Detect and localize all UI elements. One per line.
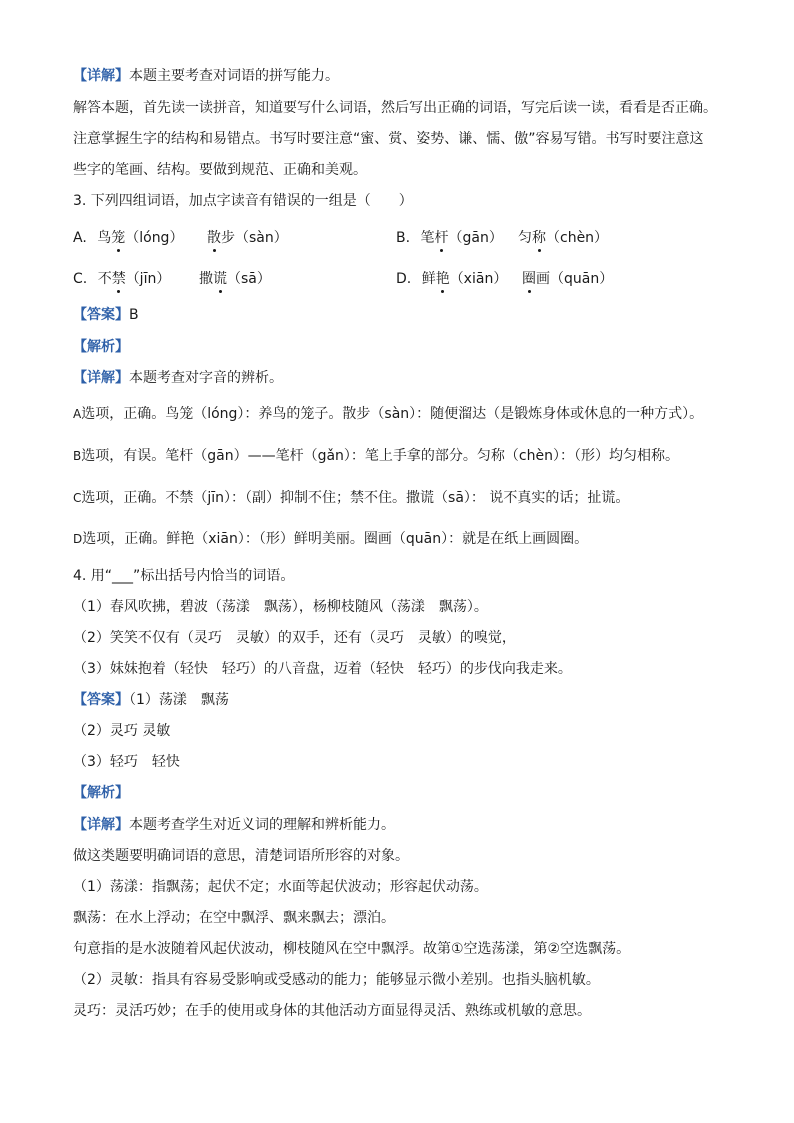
dotted-char: 散: [207, 230, 221, 246]
dotted-char: 艳: [435, 271, 450, 287]
detail-tag: 【详解】: [73, 370, 129, 386]
q4-item-3: （3）妹妹抱着（轻快 轻巧）的八音盘，迈着（轻快 轻巧）的步伐向我走来。: [73, 661, 572, 677]
q3-detail: 【详解】本题考查对字音的辨析。: [73, 370, 283, 386]
q3-option-b-explanation: B选项，有误。笔杆（gān）——笔杆（gǎn）：笔上手拿的部分。匀称（chèn）：（形）均匀相称。: [73, 448, 679, 464]
q3-analysis: [73, 337, 734, 357]
dotted-char: 笼: [111, 230, 126, 246]
dotted-char: 圈: [522, 271, 536, 287]
answer-value: B: [129, 307, 139, 323]
analysis-tag: 【解析】: [73, 339, 129, 355]
detail-text: 本题主要考查对词语的拼写能力。: [129, 68, 339, 84]
detail-tag: 【详解】: [73, 817, 129, 833]
option-d: D. 鲜艳（xiān）: [396, 271, 508, 287]
paragraph-2-line-1: 注意掌握生字的结构和易错点。书写时要注意“蜜、赏、姿势、谦、懦、傲”容易写错。书写时要注意这: [73, 131, 704, 147]
detail-tag: 【详解】: [73, 68, 129, 84]
dotted-char: 称: [532, 230, 546, 246]
q4-detail: 【详解】本题考查学生对近义词的理解和辨析能力。: [73, 817, 395, 833]
answer-tag: 【答案】: [73, 307, 129, 323]
q4-answer-3: （3）轻巧 轻快: [73, 754, 180, 770]
q4-line-1: 做这类题要明确词语的意思，清楚词语所形容的对象。: [73, 848, 409, 864]
option-a: A. 鸟笼（lóng）: [73, 230, 184, 246]
question-3: 3. 下列四组词语，加点字读音有错误的一组是（ ）: [73, 193, 413, 209]
q3-option-d-explanation: D选项，正确。鲜艳（xiān）：（形）鲜明美丽。圈画（quān）：就是在纸上画圆圈。: [73, 531, 589, 547]
option-c-word-2: 撒谎（sā）: [199, 271, 271, 287]
q4-line-3: 飘荡：在水上浮动；在空中飘浮、飘来飘去；漂泊。: [73, 910, 395, 926]
detail-paragraph: [73, 66, 734, 86]
q3-option-a-explanation: A选项，正确。鸟笼（lóng）：养鸟的笼子。散步（sàn）：随便溜达（是锻炼身体或休息的一种方式）。: [73, 406, 704, 422]
q4-line-4: 句意指的是水波随着风起伏波动，柳枝随风在空中飘浮。故第①空选荡漾，第②空选飘荡。: [73, 941, 631, 957]
option-a-word-2: 散步（sàn）: [207, 230, 288, 246]
q3-answer: [73, 305, 734, 325]
option-b-word-2: 匀称（chèn）: [518, 230, 609, 246]
option-b: B. 笔杆（gān）: [396, 230, 503, 246]
dotted-char: 禁: [111, 271, 126, 287]
answer-tag: 【答案】: [73, 692, 129, 708]
option-c: C. 不禁（jīn）: [73, 271, 171, 287]
q4-analysis: [73, 783, 734, 803]
q4-answer-2: （2）灵巧 灵敏: [73, 723, 171, 739]
q4-line-5: （2）灵敏：指具有容易受影响或受感动的能力；能够显示微小差别。也指头脑机敏。: [73, 972, 600, 988]
q4-item-2: （2）笑笑不仅有（灵巧 灵敏）的双手，还有（灵巧 灵敏）的嗅觉，: [73, 630, 516, 646]
q4-item-1: （1）春风吹拂，碧波（荡漾 飘荡），杨柳枝随风（荡漾 飘荡）。: [73, 599, 488, 615]
option-d-word-2: 圈画（quān）: [522, 271, 614, 287]
q4-line-6: 灵巧：灵活巧妙；在手的使用或身体的其他活动方面显得灵活、熟练或机敏的意思。: [73, 1003, 591, 1019]
analysis-tag: 【解析】: [73, 785, 129, 801]
question-4: 4. 用“___”标出括号内恰当的词语。: [73, 568, 295, 584]
q4-answer: 【答案】（1）荡漾 飘荡: [73, 692, 229, 708]
q4-line-2: （1）荡漾：指飘荡；起伏不定；水面等起伏波动；形容起伏动荡。: [73, 879, 488, 895]
dotted-char: 杆: [434, 230, 449, 246]
dotted-char: 谎: [213, 271, 227, 287]
paragraph-2-line-2: 些字的笔画、结构。要做到规范、正确和美观。: [73, 162, 367, 178]
paragraph-1: 解答本题，首先读一读拼音，知道要写什么词语，然后写出正确的词语，写完后读一读，看看是否正确。: [73, 100, 717, 116]
q3-option-c-explanation: C选项，正确。不禁（jīn）：（副）抑制不住；禁不住。撒谎（sā）： 说不真实的话；扯谎。: [73, 490, 630, 506]
